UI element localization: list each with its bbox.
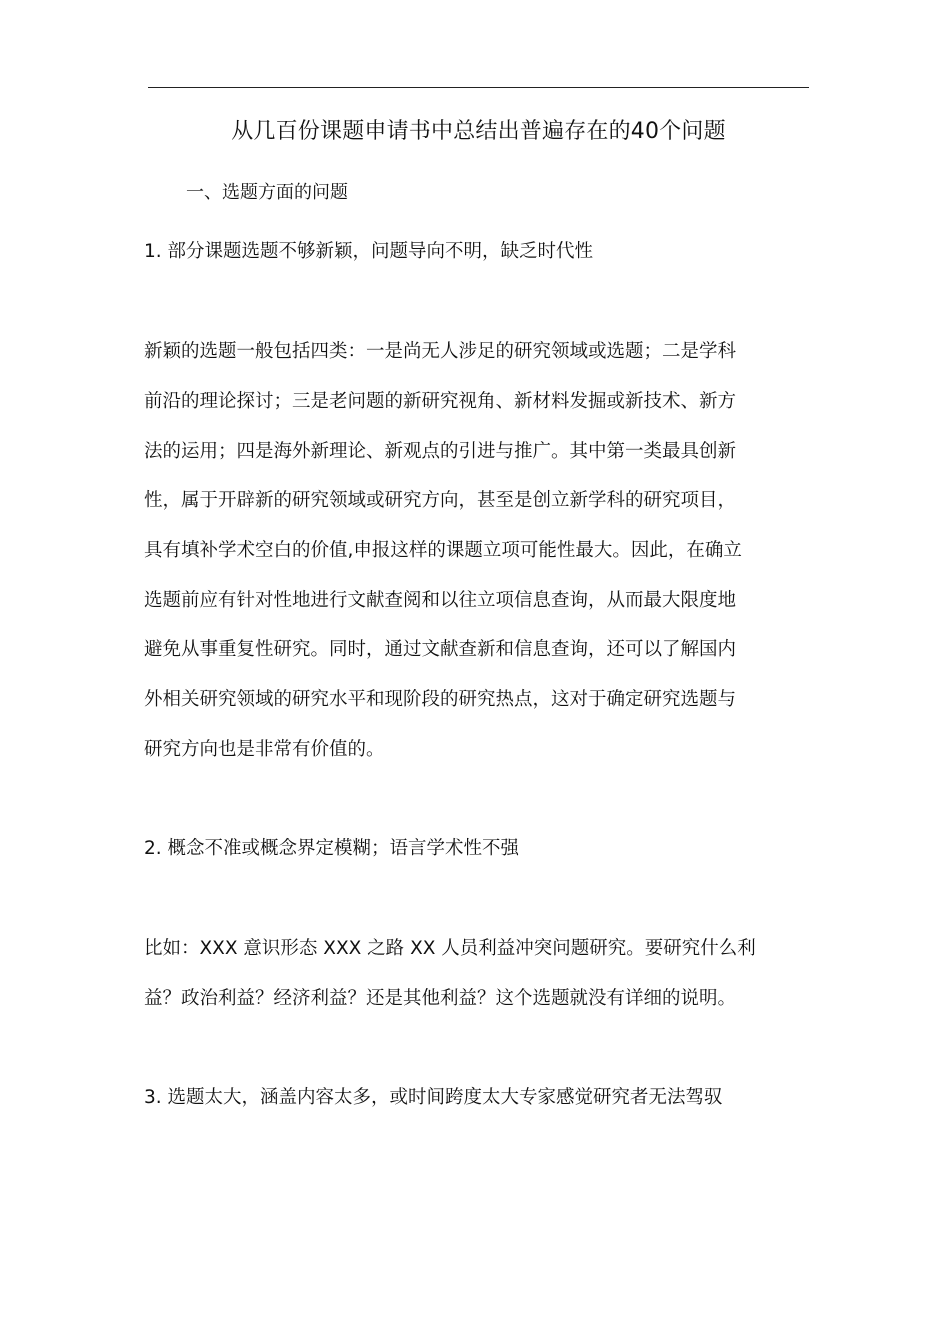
document-title: 从几百份课题申请书中总结出普遍存在的40个问题 [231,119,726,144]
paragraph-line: 益？政治利益？经济利益？还是其他利益？这个选题就没有详细的说明。 [144,988,737,1009]
paragraph-line: 选题前应有针对性地进行文献查阅和以往立项信息查询，从而最大限度地 [144,590,737,611]
item-3-heading: 3. 选题太大，涵盖内容太多，或时间跨度太大专家感觉研究者无法驾驭 [144,1087,723,1108]
paragraph-line: 比如：XXX 意识形态 XXX 之路 XX 人员利益冲突问题研究。要研究什么利 [144,938,756,959]
paragraph-line: 性，属于开辟新的研究领域或研究方向，甚至是创立新学科的研究项目， [144,490,737,511]
paragraph-line: 避免从事重复性研究。同时，通过文献查新和信息查询，还可以了解国内 [144,639,737,660]
paragraph-line: 新颖的选题一般包括四类：一是尚无人涉足的研究领域或选题；二是学科 [144,341,737,362]
paragraph-line: 前沿的理论探讨；三是老问题的新研究视角、新材料发掘或新技术、新方 [144,391,737,412]
item-2-heading: 2. 概念不准或概念界定模糊；语言学术性不强 [144,838,520,859]
paragraph-line: 外相关研究领域的研究水平和现阶段的研究热点，这对于确定研究选题与 [144,689,737,710]
paragraph-line: 研究方向也是非常有价值的。 [144,739,385,760]
item-1-heading: 1. 部分课题选题不够新颖，问题导向不明，缺乏时代性 [144,241,594,262]
section-heading: 一、选题方面的问题 [186,182,348,203]
header-rule [148,87,809,88]
paragraph-line: 具有填补学术空白的价值,申报这样的课题立项可能性最大。因此，在确立 [144,540,742,561]
paragraph-line: 法的运用；四是海外新理论、新观点的引进与推广。其中第一类最具创新 [144,441,737,462]
